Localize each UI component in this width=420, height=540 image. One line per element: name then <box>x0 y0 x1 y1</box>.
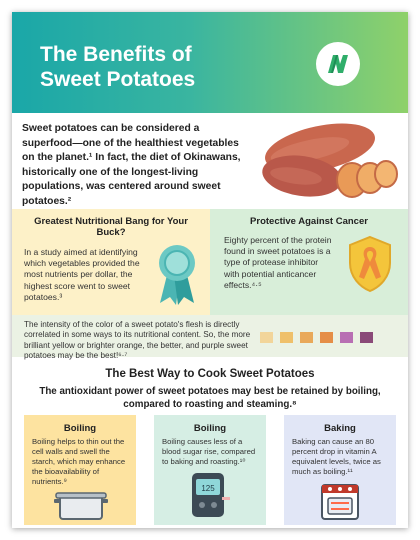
cooking-card-boiling-1 <box>24 415 136 525</box>
nutritional-bang-title: Greatest Nutritional Bang for Your Buck? <box>34 216 188 238</box>
infographic-page <box>12 12 408 528</box>
cooking-card-baking <box>284 415 396 525</box>
award-ribbon-icon <box>152 241 202 305</box>
color-intensity-text: The intensity of the color of a sweet potato's flesh is directly correlated in some ways to its nutritional content. So, the more brilliant yellow or brighter orange, the better, and purple sweet potatoes may be the best!⁶·⁷ <box>24 320 251 361</box>
color-swatch-3 <box>300 332 313 343</box>
intro-text: Sweet potatoes can be considered a superfood—one of the healthiest vegetables on the planet.¹ In fact, the diet of Okinawans, historically one of the longest-living populations, was centered around sweet potatoes.² <box>22 123 241 207</box>
cooking-card-text: Boiling helps to thin out the cell walls and swell the starch, which may enhance the bioavailability of nutrients.⁹ <box>32 437 126 486</box>
cancer-panel <box>210 209 408 315</box>
nutritional-bang-text: In a study aimed at identifying which vegetables provided the most nutrients per dollar, the highest score went to sweet potatoes.³ <box>24 247 140 302</box>
header-banner <box>12 12 408 113</box>
cancer-panel-text: Eighty percent of the protein found in sweet potatoes is a type of protease inhibitor with potential anticancer effects.⁴·⁵ <box>224 235 332 290</box>
title-line-1: The Benefits of <box>40 43 192 66</box>
cooking-card-title: Baking <box>324 423 356 434</box>
cooking-card-title: Boiling <box>193 423 227 434</box>
n-logo-icon <box>316 42 360 86</box>
cooking-subheading: The antioxidant power of sweet potatoes may best be retained by boiling, compared to roasting and steaming.⁸ <box>39 386 381 410</box>
sweet-potatoes-illustration <box>240 116 408 208</box>
glucose-meter-icon <box>188 471 232 521</box>
cooking-heading: The Best Way to Cook Sweet Potatoes <box>105 368 315 380</box>
color-swatch-5 <box>340 332 353 343</box>
title-line-2: Sweet Potatoes <box>40 68 196 91</box>
page-title <box>40 42 270 92</box>
color-swatch-2 <box>280 332 293 343</box>
color-swatch-4 <box>320 332 333 343</box>
cancer-panel-title: Protective Against Cancer <box>250 216 368 227</box>
color-swatch-1 <box>260 332 273 343</box>
cooking-card-text: Baking can cause an 80 percent drop in vitamin A equivalent levels, twice as much as boiling.¹¹ <box>292 437 381 476</box>
cooking-card-title: Boiling <box>63 423 97 434</box>
cooking-card-boiling-2 <box>154 415 266 525</box>
nutritional-bang-panel <box>12 209 210 315</box>
cancer-ribbon-shield-icon <box>346 235 394 293</box>
oven-icon <box>320 483 360 521</box>
glucose-reading: 125 <box>201 484 215 493</box>
cooking-card-text: Boiling causes less of a blood sugar rise, compared to baking and roasting.¹⁰ <box>162 437 256 466</box>
cooking-pot-icon <box>54 487 108 521</box>
color-swatch-6 <box>360 332 373 343</box>
